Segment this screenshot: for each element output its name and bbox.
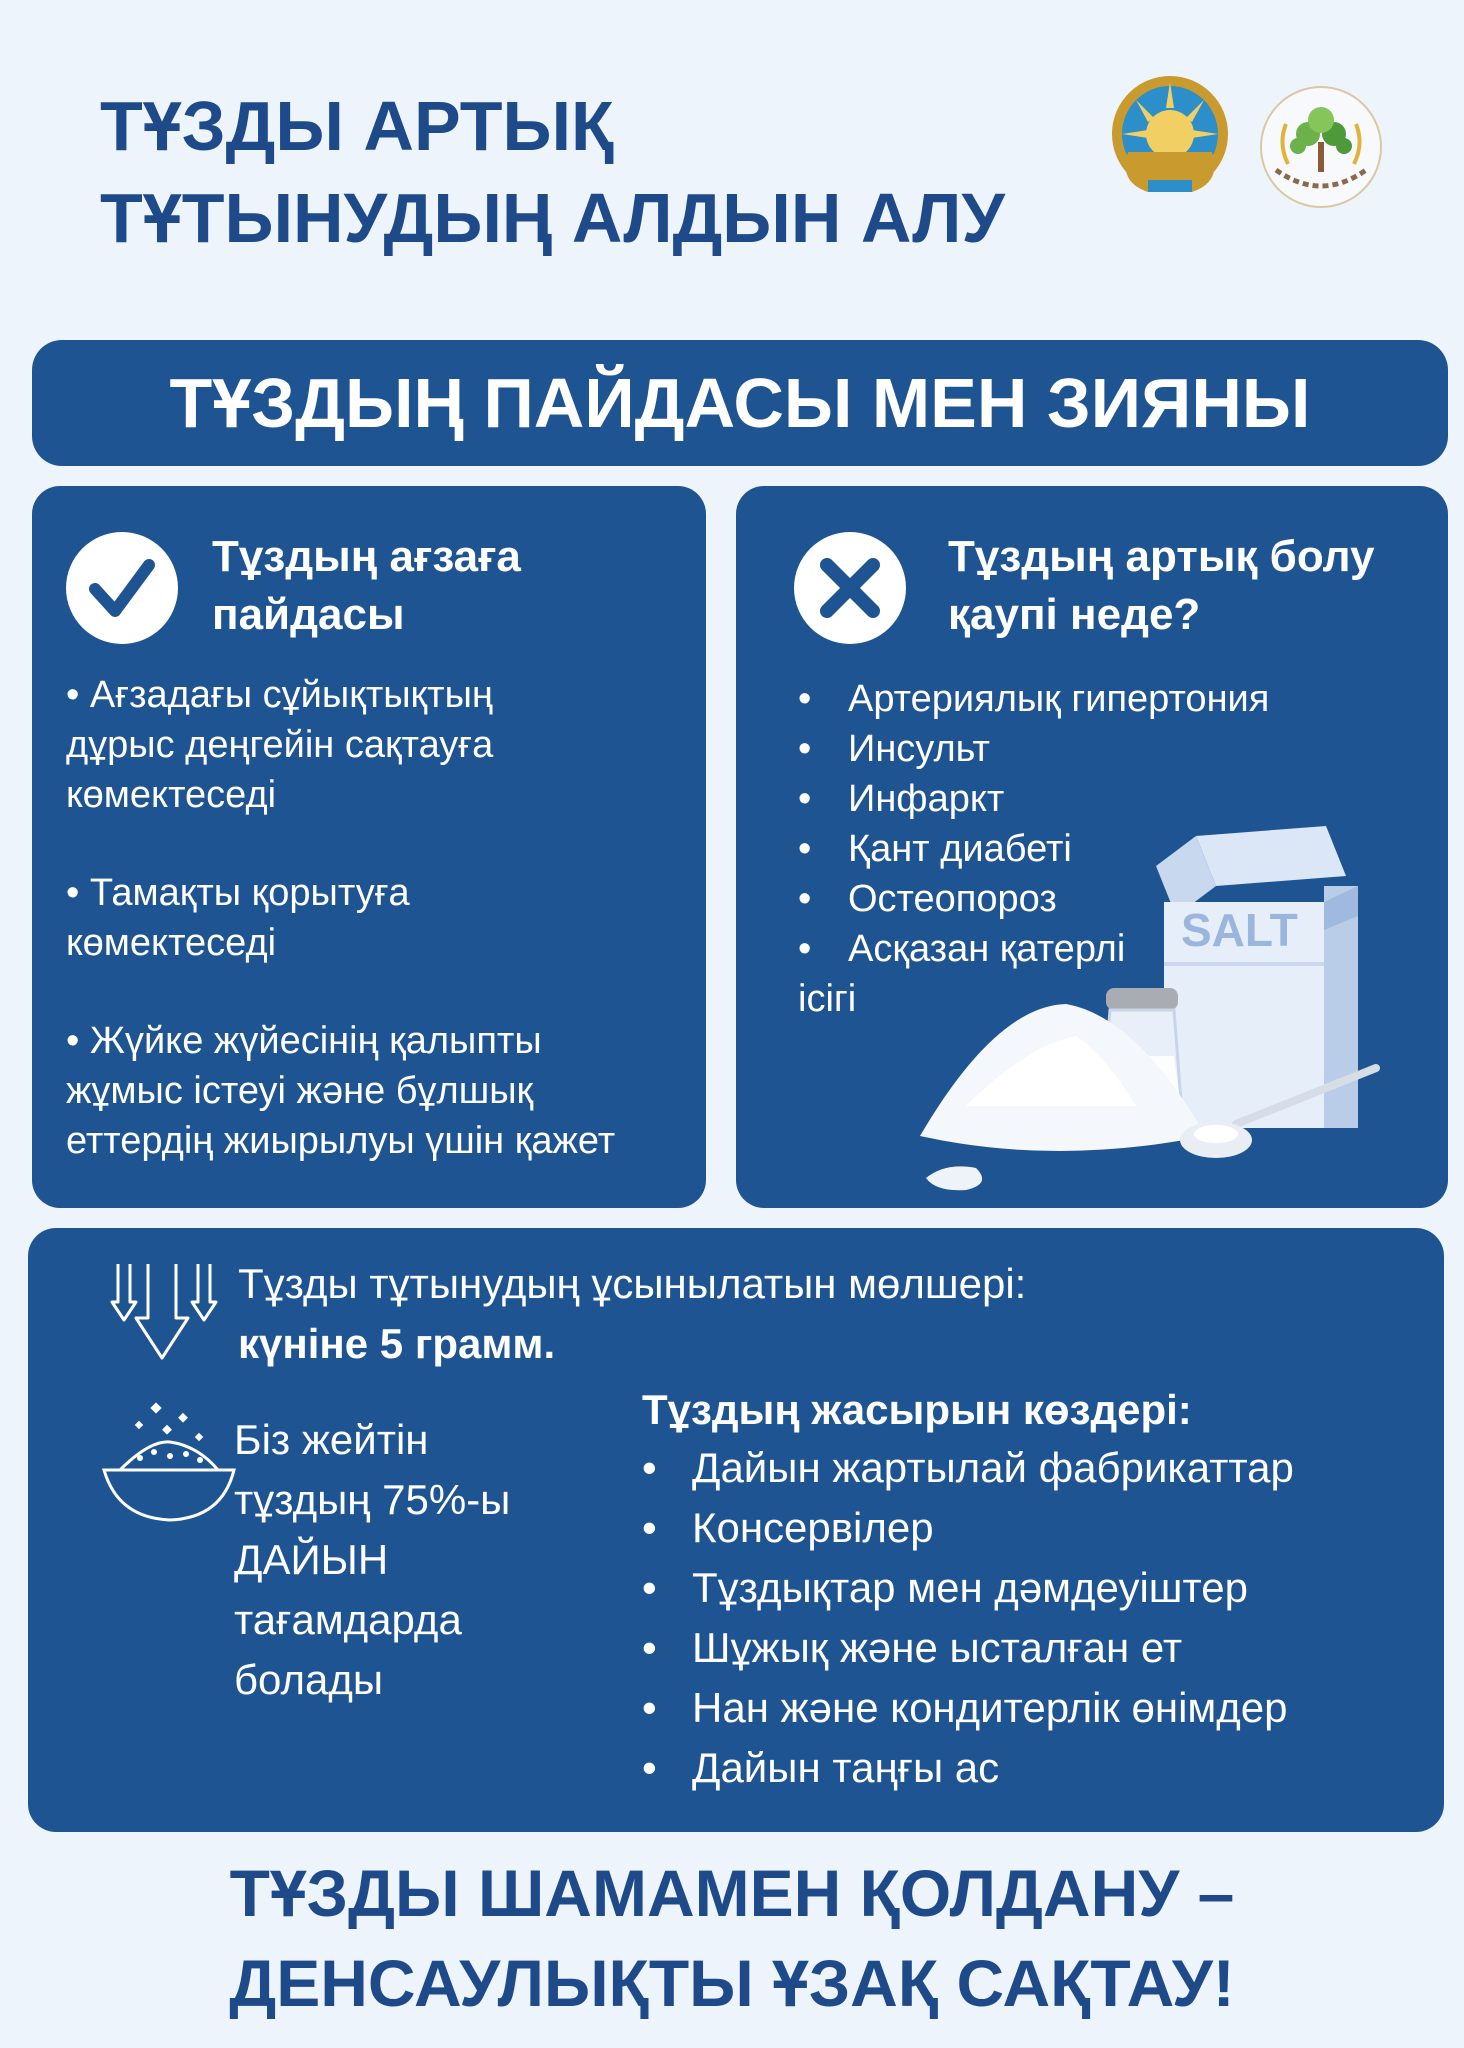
benefits-panel (32, 486, 706, 1208)
risk-label: Асқазан қатерлі (848, 928, 1126, 970)
title-line-2: ТҰТЫНУДЫҢ АЛДЫН АЛУ (100, 179, 1005, 257)
risks-heading-line-1: Тұздың артық болу (948, 532, 1375, 581)
list-item: • Нан және кондитерлік өнімдер (642, 1684, 1288, 1731)
list-item: • Инфаркт (798, 778, 1005, 820)
risks-panel (736, 486, 1448, 1208)
salt-bowl-icon (100, 1400, 240, 1530)
hidden-fact-line: тағамдарда (234, 1596, 462, 1643)
page-title (100, 80, 1005, 264)
intake-line-1: Тұзды тұтынудың ұсынылатын мөлшері: (238, 1260, 1027, 1307)
benefit-item (66, 670, 493, 820)
benefit-item-line: • Жүйке жүйесінің қалыпты (66, 1020, 542, 1062)
source-label: Дайын таңғы ас (692, 1744, 1000, 1791)
benefit-item-line: көмектеседі (66, 774, 277, 816)
list-item: • Остеопороз (798, 878, 1057, 920)
source-label: Шұжық және ысталған ет (692, 1624, 1183, 1671)
footer-slogan (0, 1848, 1464, 2028)
source-label: Консервілер (692, 1504, 934, 1551)
list-item: • Консервілер (642, 1504, 934, 1551)
benefits-heading (212, 528, 521, 644)
hidden-sources-heading: Тұздың жасырын көздері: (642, 1386, 1192, 1433)
list-item: • Шұжық және ысталған ет (642, 1624, 1183, 1671)
hidden-fact-line: Біз жейтін (234, 1416, 429, 1463)
risk-label-continuation: ісігі (798, 978, 857, 1020)
section-banner: ТҰЗДЫҢ ПАЙДАСЫ МЕН ЗИЯНЫ (32, 340, 1448, 466)
benefits-heading-line-2: пайдасы (212, 590, 405, 639)
benefit-item (66, 1016, 615, 1166)
state-emblem-icon (1108, 72, 1232, 202)
risk-label: Инсульт (848, 728, 990, 770)
salt-box-icon (1156, 826, 1358, 1128)
list-item: • Инсульт (798, 728, 990, 770)
arrows-down-icon (108, 1258, 228, 1368)
hidden-fact-line: тұздың 75%-ы (234, 1476, 511, 1523)
check-icon (87, 553, 157, 623)
benefit-item-line: • Тамақты қорытуға (66, 872, 410, 914)
source-label: Дайын жартылай фабрикаттар (692, 1444, 1294, 1491)
cross-icon (817, 555, 883, 621)
benefit-item-line: еттердің жиырылуы үшін қажет (66, 1120, 616, 1162)
benefits-heading-line-1: Тұздың ағзаға (212, 532, 521, 581)
title-line-1: ТҰЗДЫ АРТЫҚ (100, 87, 614, 165)
list-item: • Қант диабеті (798, 828, 1072, 870)
benefit-item-line: жұмыс істеуі және бұлшық (66, 1070, 534, 1112)
source-label: Нан және кондитерлік өнімдер (692, 1684, 1288, 1731)
risks-heading-line-2: қаупі неде? (948, 590, 1201, 639)
intake-amount: күніне 5 грамм. (238, 1320, 556, 1367)
risk-label: Инфаркт (848, 778, 1005, 820)
source-label: Тұздықтар мен дәмдеуіштер (692, 1564, 1248, 1611)
benefit-item-line: дұрыс деңгейін сақтауға (66, 724, 494, 766)
list-item: • Тұздықтар мен дәмдеуіштер (642, 1564, 1248, 1611)
salt-illustration (906, 806, 1446, 1206)
list-item: • Асқазан қатерлі (798, 928, 1126, 970)
salt-box-label: SALT (1181, 904, 1298, 956)
cross-badge (794, 532, 906, 644)
footer-line-1: ТҰЗДЫ ШАМАМЕН ҚОЛДАНУ – (229, 1856, 1235, 1930)
intake-panel (28, 1228, 1444, 1832)
hidden-fact-text (234, 1410, 510, 1710)
risk-label: Артериялық гипертония (848, 678, 1270, 720)
intake-text (238, 1254, 1026, 1374)
hidden-sources-list (642, 1438, 1294, 1798)
benefit-item (66, 868, 410, 968)
footer-line-2: ДЕНСАУЛЫҚТЫ ҰЗАҚ САҚТАУ! (229, 1946, 1235, 2020)
list-item: • Артериялық гипертония (798, 678, 1270, 720)
risk-label: Қант диабеті (848, 828, 1072, 870)
risk-label: Остеопороз (848, 878, 1057, 920)
check-badge (66, 532, 178, 644)
hidden-fact-line: болады (234, 1656, 384, 1703)
list-item: • Дайын жартылай фабрикаттар (642, 1444, 1294, 1491)
benefit-item-line: көмектеседі (66, 922, 277, 964)
risks-heading (948, 528, 1374, 644)
hidden-fact-line: ДАЙЫН (234, 1536, 389, 1583)
list-item: • Дайын таңғы ас (642, 1744, 1000, 1791)
benefit-item-line: • Ағзадағы сұйықтықтың (66, 674, 493, 716)
health-center-logo-icon (1258, 84, 1384, 210)
